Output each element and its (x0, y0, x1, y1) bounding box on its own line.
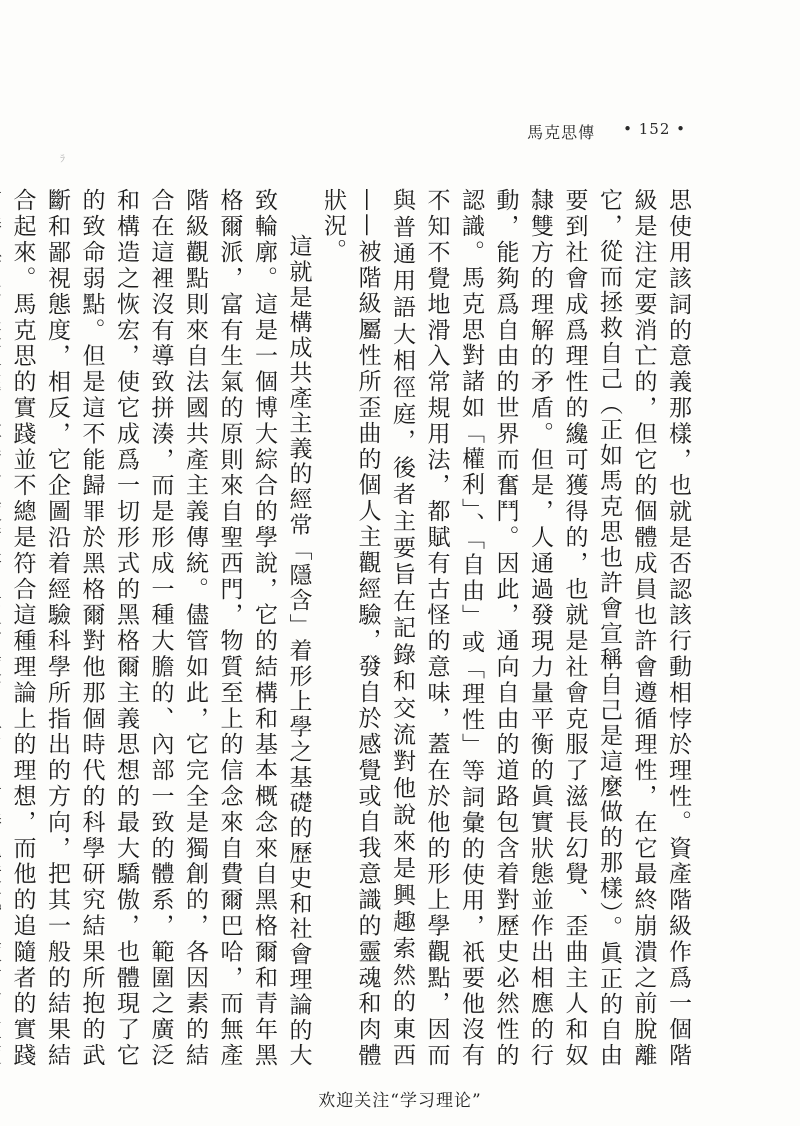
running-title: 馬克思傳 (527, 123, 596, 142)
body-text (0, 188, 695, 1068)
paragraph-1: 思使用該詞的意義那樣，也就是否認該行動相悖於理性。資產階級作爲一個階級是注定要消亡的，但它的個體成員也許會遵循理性，在它最終崩潰之前脫離它，從而拯救自己（正如馬克思也許會宣稱自己是這麼做的那樣）。眞正的自由要到社會成爲理性的纔可獲得的，也就是社會克服了滋長幻覺、歪曲主人和奴隸雙方的理解的矛盾。但是，人通過發現力量平衡的眞實狀態並作出相應的行動，能夠爲自由的世界而奮鬥。因此，通向自由的道路包含着對歷史必然性的認識。馬克思對諸如「權利」、「自由」或「理性」等詞彙的使用，祇要他沒有不知不覺地滑入常規用法，都賦有古怪的意味，蓋在於他的形上學觀點，因而與普通用語大相徑庭，後者主要旨在記錄和交流對他說來是興趣索然的東西——被階級屬性所歪曲的個人主觀經驗，發自於感覺或自我意識的靈魂和肉體狀況。 (320, 188, 691, 1068)
page-number: • 152 • (623, 120, 686, 138)
footer-caption: 欢迎关注“学习理论” (318, 1091, 482, 1111)
page-header (527, 120, 686, 143)
margin-mark: ﾗ (60, 154, 65, 165)
paragraph-2: 這就是構成共產主義的經常「隱含」着形上學之基礎的歷史和社會理論的大致輪廓。這是一個博大綜合的學說，它的結構和基本概念來自黑格爾和青年黑格爾派，富有生氣的原則來自聖西門，物質至上的信念來自費爾巴哈，而無產階級觀點則來自法國共產主義傳統。儘管如此，它完全是獨創的，各因素的結合在這裡沒有導致拼湊，而是形成一種大膽的、內部一致的體系，範圍之廣泛和構造之恢宏，使它成爲一切形式的黑格爾主義思想的最大驕傲，也體現了它的致命弱點。但是這不能歸罪於黑格爾對他那個時代的科學研究結果所抱的武斷和鄙視態度，相反，它企圖沿着經驗科學所指出的方向，把其一般的結果結合起來。馬克思的實踐並不總是符合這種理論上的理想，而他的追隨者的實踐 (9, 188, 312, 1068)
